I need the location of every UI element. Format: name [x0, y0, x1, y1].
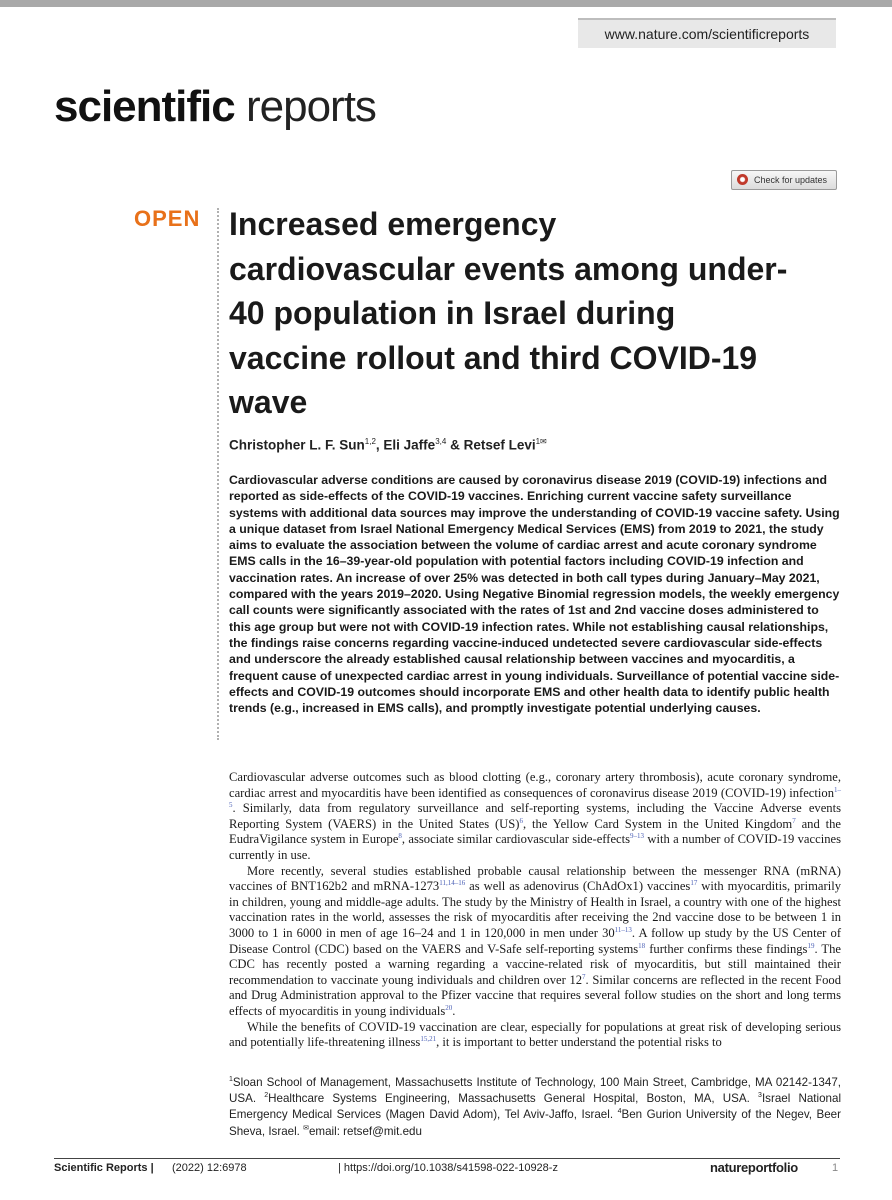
body-text-segment: and the EudraVigilance system in Europe — [229, 816, 841, 847]
citation-link[interactable]: 8 — [398, 832, 402, 841]
body-text-segment: . — [452, 1003, 456, 1018]
author-affiliation-ref: 1,2 — [364, 437, 376, 446]
check-for-updates-label: Check for updates — [754, 175, 828, 185]
dotted-divider — [217, 208, 219, 740]
body-text-segment: . Similar concerns are reflected in the recent Food and Drug Administration approval to the Pfizer vaccine that requires several follow studies on the short and long terms effects of myocarditis in young individuals — [229, 972, 841, 1018]
footer-doi-link[interactable]: | https://doi.org/10.1038/s41598-022-10928-z — [338, 1162, 558, 1174]
body-paragraph — [229, 864, 841, 1020]
body-text-segment: with myocarditis, primarily in children, young and middle-age adults. The study by the Ministry of Health in Israel, a country with one of the highest vaccination rates in the world, assesses the risk of myocarditis after receiving the 2nd vaccine dose to be between 1 in 3000 to 1 in 6000 in men of age 16–24 and 1 in 120,000 in men under 30 — [229, 879, 841, 940]
citation-link[interactable]: 20 — [445, 1003, 453, 1012]
citation-link[interactable]: 7 — [582, 972, 586, 981]
citation-link[interactable]: 6 — [519, 816, 523, 825]
citation-link[interactable]: 19 — [807, 941, 815, 950]
body-text-segment: , it is important to better understand the potential risks to — [436, 1035, 722, 1050]
footer-rule — [54, 1158, 840, 1159]
body-text-segment: . A follow up study by the US Center of Disease Control (CDC) based on the VAERS and V-Safe self-reporting systems — [229, 925, 842, 956]
body-text-segment: , associate similar cardiovascular side-effects — [401, 832, 631, 847]
affiliation-number: ✉ — [303, 1124, 309, 1132]
citation-link[interactable]: 15,21 — [420, 1034, 437, 1043]
citation-link[interactable]: 11–13 — [614, 925, 632, 934]
open-access-label: OPEN — [134, 206, 201, 231]
affiliation-number: 4 — [617, 1108, 622, 1116]
author-name[interactable]: Eli Jaffe — [383, 437, 436, 453]
author-affiliation-ref: 3,4 — [435, 437, 447, 446]
page-footer — [54, 1162, 840, 1180]
affiliations — [229, 1075, 841, 1140]
author-name[interactable]: Retsef Levi — [463, 437, 536, 453]
affiliation-text: Ben Gurion University of the Negev, Beer Sheva, Israel. — [229, 1108, 841, 1138]
top-bar — [0, 0, 892, 7]
nature-portfolio-logo: natureportfolio — [710, 1160, 798, 1175]
citation-link[interactable]: 17 — [690, 878, 698, 887]
crossmark-icon — [737, 174, 748, 185]
citation-link[interactable]: 18 — [638, 941, 646, 950]
page-number: 1 — [832, 1162, 839, 1174]
author-name[interactable]: Christopher L. F. Sun — [229, 437, 365, 453]
abstract: Cardiovascular adverse conditions are caused by coronavirus disease 2019 (COVID-19) infections and reported as side-effects of the COVID-19 vaccines. Enriching current vaccine safety surveillance systems with additional data sources may improve the understanding of COVID-19 vaccine safety. Using a unique dataset from Israel National Emergency Medical Services (EMS) from 2019 to 2021, the study aims to evaluate the association between the volume of cardiac arrest and acute coronary syndrome EMS calls in the 16–39-year-old population with potential factors including COVID-19 infection and vaccination rates. An increase of over 25% was detected in both call types during January–May 2021, compared with the years 2019–2020. Using Negative Binomial regression models, the weekly emergency call counts were significantly associated with the rates of 1st and 2nd vaccine doses administered to this age group but were not with COVID-19 infection rates. While not establishing causal relationships, the findings raise concerns regarding vaccine-induced undetected severe cardiovascular side-effects and underscore the already established causal relationship between vaccines and myocarditis, a frequent cause of unexpected cardiac arrest in young individuals. Surveillance of potential vaccine side-effects and COVID-19 outcomes should incorporate EMS and other health data to identify public health trends (e.g., increased in EMS calls), and promptly investigate potential underlying causes. — [229, 473, 840, 716]
affiliation-text: Healthcare Systems Engineering, Massachusetts General Hospital, Boston, MA, USA. — [268, 1092, 759, 1106]
body-text-segment: further confirms these findings — [645, 941, 808, 956]
citation-link[interactable]: 9–13 — [630, 832, 645, 841]
body-text — [229, 770, 841, 1051]
affiliation-number: 2 — [264, 1092, 269, 1100]
affiliation-text: email: retsef@mit.edu — [308, 1124, 422, 1138]
footer-journal: Scientific Reports | — [54, 1162, 154, 1174]
body-paragraph — [229, 1020, 841, 1051]
body-text-segment: with a number of COVID-19 vaccines currently in use. — [229, 832, 841, 862]
author-list — [229, 437, 547, 453]
affiliation-text: Sloan School of Management, Massachusetts Institute of Technology, 100 Main Street, Cambridge, MA 02142-1347, USA. — [229, 1076, 841, 1106]
journal-logo — [54, 82, 376, 132]
affiliation-text: Israel National Emergency Medical Services (Magen David Adom), Tel Aviv-Jaffo, Israel. — [229, 1092, 842, 1122]
affiliation-number: 3 — [758, 1092, 762, 1100]
author-separator: & — [446, 437, 464, 453]
body-text-segment: as well as adenovirus (ChAdOx1) vaccines — [465, 879, 691, 894]
footer-volume: (2022) 12:6978 — [172, 1162, 247, 1174]
affiliation-number: 1 — [229, 1076, 233, 1084]
article-title: Increased emergency cardiovascular events among under-40 population in Israel during vaccine rollout and third COVID-19 wave — [229, 206, 788, 420]
body-text-segment: While the benefits of COVID-19 vaccination are clear, especially for populations at great risk of developing serious and potentially life-threatening illness — [229, 1019, 841, 1050]
body-text-segment: Cardiovascular adverse outcomes such as blood clotting (e.g., coronary artery thrombosis), acute coronary syndrome, cardiac arrest and myocarditis have been identified as consequences of coronavirus disease 2019 (COVID-19) infection — [229, 770, 841, 800]
check-for-updates-button[interactable] — [731, 170, 837, 190]
logo-bold: scientific — [54, 82, 235, 131]
citation-link[interactable]: 1–5 — [229, 785, 841, 809]
body-text-segment: More recently, several studies established probable causal relationship between the messenger RNA (mRNA) vaccines of BNT162b2 and mRNA-1273 — [229, 863, 841, 894]
author-separator: , — [375, 437, 384, 453]
body-paragraph — [229, 770, 841, 864]
author-affiliation-ref: 1✉ — [535, 437, 547, 446]
journal-url[interactable]: www.nature.com/scientificreports — [578, 18, 836, 48]
body-text-segment: . The CDC has recently posted a warning regarding a vaccine-related risk of myocarditis, but still maintained their recommendation to vaccinate young individuals and children over 12 — [229, 941, 841, 987]
citation-link[interactable]: 11,14–16 — [439, 878, 466, 887]
body-text-segment: . Similarly, data from regulatory surveillance and self-reporting systems, including the Vaccine Adverse events Reporting System (VAERS) in the United States (US) — [229, 801, 841, 831]
body-text-segment: , the Yellow Card System in the United Kingdom — [522, 816, 793, 831]
citation-link[interactable]: 7 — [792, 816, 796, 825]
logo-light: reports — [245, 82, 376, 131]
